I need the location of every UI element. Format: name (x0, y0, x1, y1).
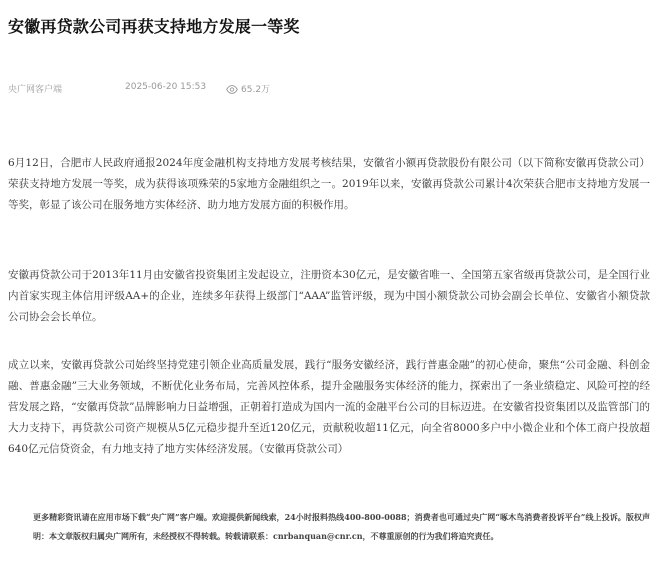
article-paragraph-2: 安徽再贷款公司于2013年11月由安徽省投资集团主发起设立，注册资本30亿元，是安徽省唯一、全国第五家省级再贷款公司，是全国行业内首家实现主体信用评级AA+的企业，连续多年获得上级部门“AAA”监管评级，现为中国小额贷款公司协会副会长单位、安徽省小额贷款公司协会会长单位。 (8, 269, 650, 323)
publish-datetime: 2025-06-20 15:53 (125, 82, 207, 92)
view-count: 65.2万 (241, 85, 271, 95)
article-title: 安徽再贷款公司再获支持地方发展一等奖 (8, 17, 300, 36)
article-meta (8, 82, 648, 96)
article-paragraph-3: 成立以来，安徽再贷款公司始终坚持党建引领企业高质量发展，践行“服务安徽经济，践行普惠金融”的初心使命，聚焦“公司金融、科创金融、普惠金融”三大业务领域，不断优化业务布局，完善风控体系，提升金融服务实体经济的能力，探索出了一条业绩稳定、风险可控的经营发展之路，“安徽再贷款”品牌影响力日益增强，正朝着打造成为国内一流的金融平台公司的目标迈进。在安徽省投资集团以及监管部门的大力支持下，再贷款公司资产规模从5亿元稳步提升至近120亿元，贡献税收超11亿元，向全省8000多户中小微企业和个体工商户投放超640亿元信贷资金，有力地支持了地方实体经济发展。（安徽再贷款公司） (8, 359, 650, 455)
eye-icon (226, 85, 238, 94)
copyright-footer: 更多精彩资讯请在应用市场下载“央广网”客户端。欢迎提供新闻线索，24小时报料热线400-800-0088；消费者也可通过央广网“啄木鸟消费者投诉平台”线上投诉。版权声明：本文章版权归属央广网所有，未经授权不得转载。转载请联系：cnrbanquan@cnr.cn，不尊重原创的行为我们将追究责任。 (33, 512, 650, 541)
article-paragraph-1: 6月12日，合肥市人民政府通报2024年度金融机构支持地方发展考核结果，安徽省小额再贷款股份有限公司（以下简称安徽再贷款公司）荣获支持地方发展一等奖，成为获得该项殊荣的5家地方金融组织之一。2019年以来，安徽再贷款公司累计4次荣获合肥市支持地方发展一等奖，彰显了该公司在服务地方实体经济、助力地方发展方面的积极作用。 (8, 157, 650, 211)
view-count-group (226, 82, 270, 95)
article-source[interactable]: 央广网客户端 (8, 85, 63, 95)
